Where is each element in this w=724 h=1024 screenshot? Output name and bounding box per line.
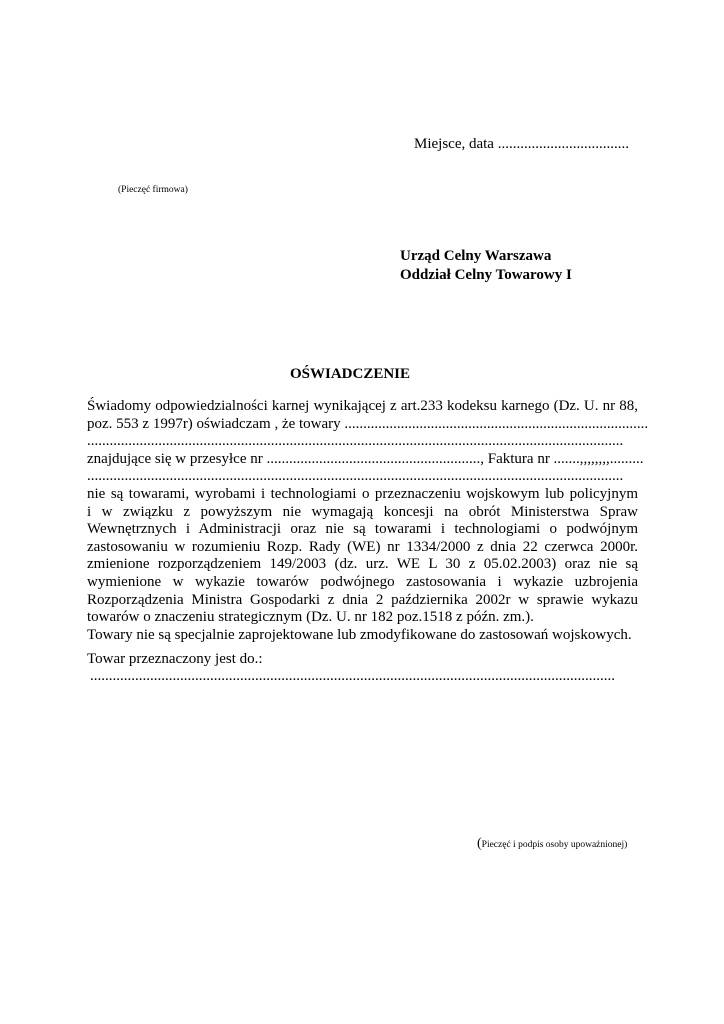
body-line: Wewnętrznych i Administracji oraz nie są towarami i technologiami o podwójnym: [87, 521, 638, 538]
company-stamp-label: (Pieczęć firmowa): [118, 185, 188, 195]
signature-text: Pieczęć i podpis osoby upoważnionej): [481, 840, 628, 850]
destination-label: Towar przeznaczony jest do.:: [87, 651, 263, 667]
body-line: zastosowaniu w rozumieniu Rozp. Rady (WE) nr 1334/2000 z dnia 22 czerwca 2000r.: [87, 538, 638, 555]
destination-dots: ............................................................................................................................................: [90, 668, 615, 684]
body-line: i w związku z powyższym nie wymagają koncesji na obrót Ministerstwa Spraw: [87, 503, 638, 520]
body-line-final: Towary nie są specjalnie zaprojektowane lub zmodyfikowane do zastosowań wojskowych.: [87, 626, 632, 643]
body-line: wymienione w wykazie towarów podwójnego zastosowania i wykazie uzbrojenia: [87, 573, 638, 590]
body-line: zmienione rozporządzeniem 149/2003 (dz. urz. WE L 30 z 05.02.2003) oraz nie są: [87, 556, 638, 573]
goods-field-line: poz. 553 z 1997r) oświadczam , że towary .................................................................................: [87, 415, 649, 432]
recipient-department: Oddział Celny Towarowy I: [400, 267, 572, 283]
body-line: Rozporządzenia Ministra Gospodarki z dnia 2 października 2002r w sprawie wykazu: [87, 591, 638, 608]
recipient-block: [400, 247, 572, 285]
signature-paren: (: [477, 836, 482, 851]
shipment-dots-line: ...............................................................................................................................................: [87, 468, 624, 485]
document-title: OŚWIADCZENIE: [290, 366, 411, 382]
declaration-body: [87, 398, 649, 644]
body-line: nie są towarami, wyrobami i technologiami o przeznaczeniu wojskowym lub policyjnym: [87, 485, 638, 502]
body-line: towarów o znaczeniu strategicznym (Dz. U. nr 182 poz.1518 z późn. zm.).: [87, 609, 534, 626]
place-date-field: Miejsce, data ...................................: [414, 136, 629, 152]
signature-label: [477, 836, 627, 852]
shipment-invoice-line: znajdujące się w przesyłce nr ........................................................., Faktura nr .......,,,,,,,,.........: [87, 450, 644, 467]
recipient-office: Urząd Celny Warszawa: [400, 248, 552, 264]
goods-dots-line: ...............................................................................................................................................: [87, 433, 624, 450]
body-line: Świadomy odpowiedzialności karnej wynikającej z art.233 kodeksu karnego (Dz. U. nr 88,: [87, 398, 638, 414]
